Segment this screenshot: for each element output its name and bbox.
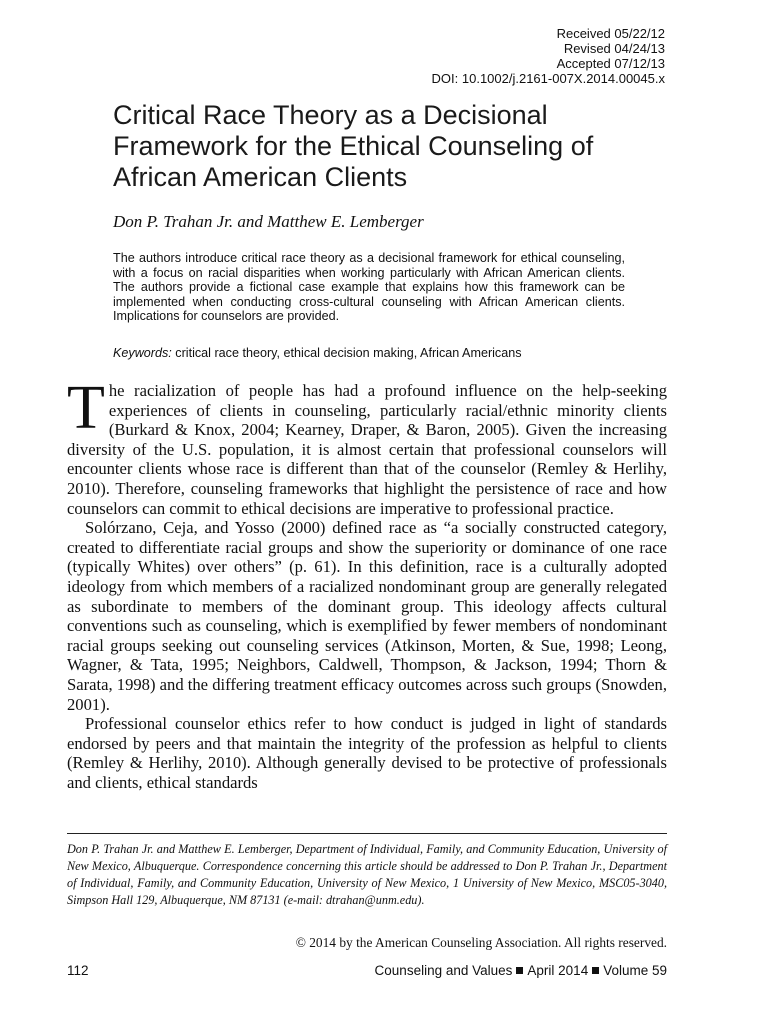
article-history [432, 26, 665, 86]
author-affiliation-footnote: Don P. Trahan Jr. and Matthew E. Lemberger, Department of Individual, Family, and Community Education, University of New Mexico, Albuquerque. Correspondence concerning this article should be addressed to Don P. Trahan Jr., Department of Individual, Family, and Community Education, University of New Mexico, 1 University of New Mexico, MSC05-3040, Simpson Hall 129, Albuquerque, NM 87131 (e-mail: dtrahan@unm.edu). [67, 842, 667, 907]
keywords-label: Keywords: [113, 346, 172, 360]
received-date: Received 05/22/12 [556, 26, 665, 41]
copyright-notice: © 2014 by the American Counseling Association. All rights reserved. [295, 935, 667, 950]
footnote-divider [67, 833, 667, 834]
page-number: 112 [67, 963, 89, 978]
author-list: Don P. Trahan Jr. and Matthew E. Lemberger [113, 212, 424, 231]
body-paragraph [67, 374, 667, 518]
journal-info [375, 963, 667, 978]
drop-cap: T [67, 374, 105, 442]
doi: DOI: 10.1002/j.2161-007X.2014.00045.x [431, 71, 665, 86]
accepted-date: Accepted 07/12/13 [556, 56, 665, 71]
issue-date: April 2014 [527, 963, 589, 978]
revised-date: Revised 04/24/13 [563, 41, 665, 56]
abstract: The authors introduce critical race theory as a decisional framework for ethical counseling, with a focus on racial disparities when working particularly with African American clients. The authors provide a fictional case example that explains how this framework can be implemented when conducting cross-cultural counseling with African American clients. Implications for counselors are provided. [113, 251, 625, 323]
keywords [113, 346, 633, 360]
article-title: Critical Race Theory as a Decisional Framework for the Ethical Counseling of African American Clients [113, 100, 594, 192]
square-bullet-icon [592, 967, 599, 974]
paragraph-text: he racialization of people has had a profound influence on the help-seeking experiences of clients in counseling, particularly racial/ethnic minority clients (Burkard & Knox, 2004; Kearney, Draper, & Baron, 2005). Given the increasing diversity of the U.S. population, it is almost certain that professional counselors will encounter clients whose race is different than that of the counselor (Remley & Herlihy, 2010). Therefore, counseling frameworks that highlight the persistence of race and how counselors can commit to ethical decisions are imperative to professional practice. [67, 381, 667, 518]
article-body [67, 374, 667, 792]
volume: Volume 59 [603, 963, 667, 978]
journal-name: Counseling and Values [374, 963, 513, 978]
body-paragraph: Solórzano, Ceja, and Yosso (2000) defined race as “a socially constructed category, created to differentiate racial groups and show the superiority or dominance of one race (typically Whites) over others” (p. 61). In this definition, race is a culturally adopted ideology from which members of a racialized nondominant group are generally relegated as subordinate to members of the dominant group. This ideology affects cultural conventions such as counseling, which is exemplified by fewer members of nondominant racial groups seeking out counseling services (Atkinson, Morten, & Sue, 1998; Leong, Wagner, & Tata, 1995; Neighbors, Caldwell, Thompson, & Jackson, 1994; Thorn & Sarata, 1998) and the differing treatment efficacy outcomes across such groups (Snowden, 2001). [67, 518, 667, 714]
body-paragraph: Professional counselor ethics refer to how conduct is judged in light of standards endorsed by peers and that maintain the integrity of the profession as helpful to clients (Remley & Herlihy, 2010). Although generally devised to be protective of professionals and clients, ethical standards [67, 714, 667, 792]
square-bullet-icon [516, 967, 523, 974]
keywords-list: critical race theory, ethical decision making, African Americans [175, 346, 522, 360]
